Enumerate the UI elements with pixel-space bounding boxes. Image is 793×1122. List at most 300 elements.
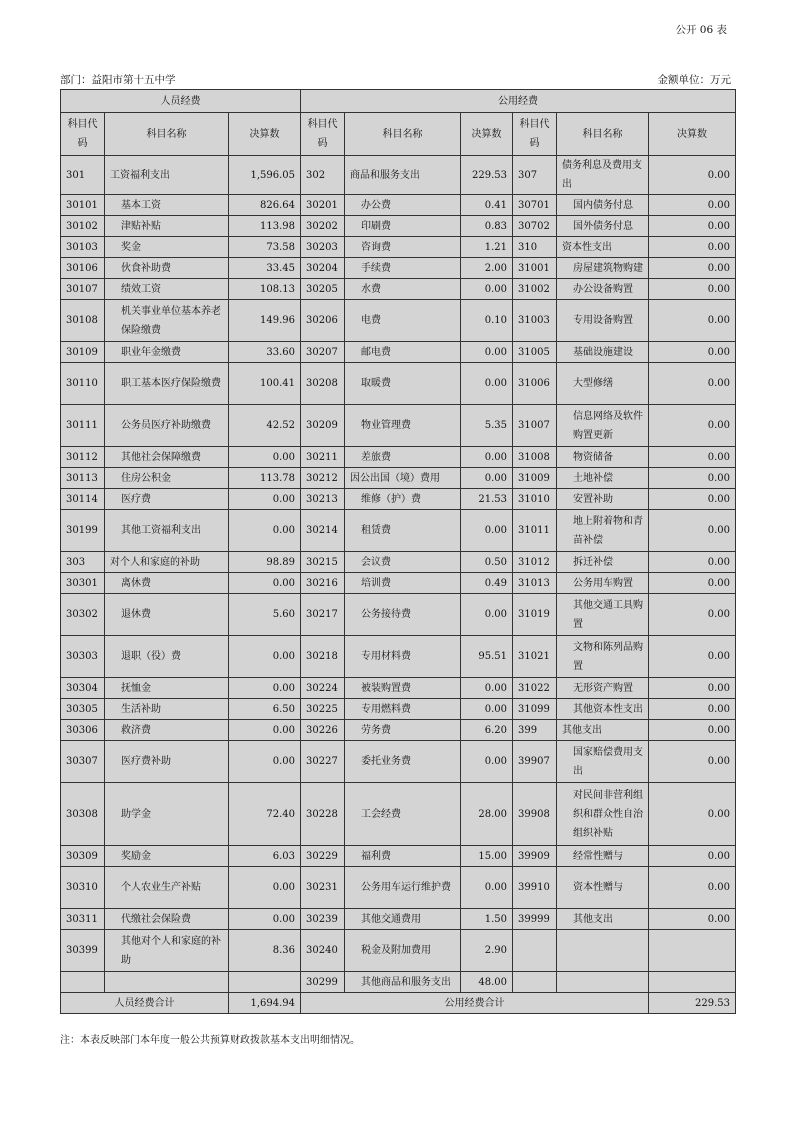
cell-name: 房屋建筑物购建 (557, 258, 649, 279)
cell-name: 拆迁补偿 (557, 552, 649, 573)
cell-name: 印刷费 (345, 216, 461, 237)
cell-name: 奖励金 (105, 846, 229, 867)
group-personnel-header: 人员经费 (61, 90, 301, 113)
cell-amount: 0.00 (649, 468, 736, 489)
cell-amount: 149.96 (229, 300, 301, 342)
cell-name: 代缴社会保险费 (105, 909, 229, 930)
cell-amount: 0.00 (649, 552, 736, 573)
cell-name: 离休费 (105, 573, 229, 594)
cell-name: 水费 (345, 279, 461, 300)
cell-amount: 0.00 (649, 237, 736, 258)
cell-name: 个人农业生产补贴 (105, 867, 229, 909)
cell-amount: 0.50 (461, 552, 513, 573)
cell-amount: 33.60 (229, 342, 301, 363)
cell-amount: 0.00 (461, 867, 513, 909)
cell-name (557, 930, 649, 972)
cell-code: 39908 (513, 783, 557, 846)
cell-code: 30308 (61, 783, 105, 846)
personnel-total-value: 1,694.94 (229, 993, 301, 1014)
cell-code: 30211 (301, 447, 345, 468)
form-number: 公开 06 表 (675, 24, 727, 36)
cell-amount: 6.03 (229, 846, 301, 867)
cell-code: 30311 (61, 909, 105, 930)
cell-name: 商品和服务支出 (345, 156, 461, 195)
cell-code: 30299 (301, 972, 345, 993)
cell-amount: 0.00 (229, 636, 301, 678)
cell-name: 住房公积金 (105, 468, 229, 489)
cell-amount: 0.83 (461, 216, 513, 237)
cell-name: 其他支出 (557, 720, 649, 741)
cell-amount: 826.64 (229, 195, 301, 216)
cell-code: 302 (301, 156, 345, 195)
cell-name: 被装购置费 (345, 678, 461, 699)
cell-amount: 15.00 (461, 846, 513, 867)
cell-name: 资本性支出 (557, 237, 649, 258)
cell-code: 30202 (301, 216, 345, 237)
cell-code: 30306 (61, 720, 105, 741)
cell-amount: 113.78 (229, 468, 301, 489)
cell-amount: 113.98 (229, 216, 301, 237)
cell-name: 专用设备购置 (557, 300, 649, 342)
cell-name: 国内债务付息 (557, 195, 649, 216)
cell-amount: 108.13 (229, 279, 301, 300)
table-row (61, 867, 736, 909)
public-total-value: 229.53 (649, 993, 736, 1014)
col-amount-header: 决算数 (649, 113, 736, 156)
cell-name: 差旅费 (345, 447, 461, 468)
cell-name: 资本性赠与 (557, 867, 649, 909)
cell-code: 31006 (513, 363, 557, 405)
cell-name: 工会经费 (345, 783, 461, 846)
cell-amount: 0.00 (649, 909, 736, 930)
table-row (61, 636, 736, 678)
cell-amount: 0.00 (649, 405, 736, 447)
table-row (61, 678, 736, 699)
cell-amount (649, 930, 736, 972)
cell-name: 退职（役）费 (105, 636, 229, 678)
cell-name: 基本工资 (105, 195, 229, 216)
cell-code: 30310 (61, 867, 105, 909)
cell-name: 取暖费 (345, 363, 461, 405)
col-amount-header: 决算数 (229, 113, 301, 156)
cell-name: 咨询费 (345, 237, 461, 258)
cell-amount: 1.50 (461, 909, 513, 930)
cell-amount: 21.53 (461, 489, 513, 510)
cell-code: 30301 (61, 573, 105, 594)
cell-name: 电费 (345, 300, 461, 342)
cell-code: 30227 (301, 741, 345, 783)
cell-name: 绩效工资 (105, 279, 229, 300)
cell-code: 30213 (301, 489, 345, 510)
cell-amount: 1.21 (461, 237, 513, 258)
expenditure-table (60, 89, 736, 1014)
cell-code: 30201 (301, 195, 345, 216)
cell-code: 30309 (61, 846, 105, 867)
cell-code: 30702 (513, 216, 557, 237)
public-total-label: 公用经费合计 (301, 993, 649, 1014)
cell-amount: 8.36 (229, 930, 301, 972)
cell-amount: 0.00 (461, 468, 513, 489)
group-public-header: 公用经费 (301, 90, 736, 113)
cell-amount: 0.00 (461, 342, 513, 363)
cell-name: 伙食补助费 (105, 258, 229, 279)
cell-name: 对个人和家庭的补助 (105, 552, 229, 573)
cell-code: 39999 (513, 909, 557, 930)
cell-amount: 0.00 (649, 258, 736, 279)
cell-amount: 1,596.05 (229, 156, 301, 195)
table-row (61, 573, 736, 594)
cell-name: 办公设备购置 (557, 279, 649, 300)
cell-amount: 0.00 (649, 720, 736, 741)
cell-code: 31013 (513, 573, 557, 594)
cell-amount: 0.00 (461, 594, 513, 636)
cell-name: 安置补助 (557, 489, 649, 510)
cell-name: 津贴补贴 (105, 216, 229, 237)
cell-code: 30205 (301, 279, 345, 300)
cell-amount: 0.00 (649, 216, 736, 237)
cell-amount: 0.00 (649, 678, 736, 699)
cell-code (61, 972, 105, 993)
cell-name: 国外债务付息 (557, 216, 649, 237)
amount-unit-label: 金额单位：万元 (657, 74, 731, 86)
cell-amount: 0.00 (461, 741, 513, 783)
cell-name: 助学金 (105, 783, 229, 846)
cell-code: 30108 (61, 300, 105, 342)
col-name-header: 科目名称 (105, 113, 229, 156)
cell-code: 31099 (513, 699, 557, 720)
cell-amount: 0.00 (649, 489, 736, 510)
cell-code: 30229 (301, 846, 345, 867)
cell-name: 其他对个人和家庭的补助 (105, 930, 229, 972)
cell-amount: 42.52 (229, 405, 301, 447)
cell-code: 30305 (61, 699, 105, 720)
cell-code: 30217 (301, 594, 345, 636)
table-row (61, 300, 736, 342)
cell-amount: 0.00 (649, 156, 736, 195)
cell-name: 经常性赠与 (557, 846, 649, 867)
table-row (61, 552, 736, 573)
cell-name: 办公费 (345, 195, 461, 216)
cell-code: 30206 (301, 300, 345, 342)
cell-amount: 0.00 (649, 195, 736, 216)
personnel-total-label: 人员经费合计 (61, 993, 229, 1014)
table-body (61, 156, 736, 993)
cell-amount: 0.00 (461, 699, 513, 720)
cell-name: 其他资本性支出 (557, 699, 649, 720)
cell-name: 公务接待费 (345, 594, 461, 636)
cell-code: 39907 (513, 741, 557, 783)
cell-amount: 229.53 (461, 156, 513, 195)
cell-code: 31021 (513, 636, 557, 678)
cell-code: 307 (513, 156, 557, 195)
cell-code: 30102 (61, 216, 105, 237)
cell-name: 公务员医疗补助缴费 (105, 405, 229, 447)
cell-amount: 0.00 (649, 363, 736, 405)
cell-name: 机关事业单位基本养老保险缴费 (105, 300, 229, 342)
cell-code: 39910 (513, 867, 557, 909)
cell-name (105, 972, 229, 993)
cell-name: 委托业务费 (345, 741, 461, 783)
cell-amount: 0.41 (461, 195, 513, 216)
cell-name: 土地补偿 (557, 468, 649, 489)
cell-name: 公务用车购置 (557, 573, 649, 594)
cell-name: 抚恤金 (105, 678, 229, 699)
table-row (61, 846, 736, 867)
cell-amount: 0.00 (649, 636, 736, 678)
cell-name: 信息网络及软件购置更新 (557, 405, 649, 447)
cell-amount: 0.00 (649, 342, 736, 363)
cell-code: 30107 (61, 279, 105, 300)
cell-amount: 2.00 (461, 258, 513, 279)
cell-code: 30207 (301, 342, 345, 363)
cell-amount: 72.40 (229, 783, 301, 846)
cell-name: 奖金 (105, 237, 229, 258)
cell-name: 其他支出 (557, 909, 649, 930)
cell-name: 其他工资福利支出 (105, 510, 229, 552)
table-row (61, 258, 736, 279)
cell-amount: 0.00 (229, 678, 301, 699)
cell-name: 福利费 (345, 846, 461, 867)
cell-code: 310 (513, 237, 557, 258)
cell-name: 专用材料费 (345, 636, 461, 678)
cell-code: 30109 (61, 342, 105, 363)
table-row (61, 510, 736, 552)
table-row (61, 909, 736, 930)
cell-code: 31002 (513, 279, 557, 300)
cell-code: 30224 (301, 678, 345, 699)
cell-amount: 5.60 (229, 594, 301, 636)
table-row (61, 195, 736, 216)
cell-code: 30701 (513, 195, 557, 216)
col-code-header: 科目代码 (301, 113, 345, 156)
cell-amount: 0.00 (649, 783, 736, 846)
cell-amount: 0.00 (649, 279, 736, 300)
cell-code: 30212 (301, 468, 345, 489)
table-row (61, 342, 736, 363)
cell-name: 工资福利支出 (105, 156, 229, 195)
cell-amount (229, 972, 301, 993)
cell-amount: 0.00 (229, 720, 301, 741)
cell-code: 30199 (61, 510, 105, 552)
table-row (61, 279, 736, 300)
cell-amount: 0.00 (461, 279, 513, 300)
cell-code: 30204 (301, 258, 345, 279)
table-row (61, 720, 736, 741)
cell-code: 301 (61, 156, 105, 195)
cell-name: 劳务费 (345, 720, 461, 741)
cell-name: 基础设施建设 (557, 342, 649, 363)
cell-code: 30399 (61, 930, 105, 972)
footnote: 注：本表反映部门本年度一般公共预算财政拨款基本支出明细情况。 (60, 1035, 360, 1046)
col-name-header: 科目名称 (345, 113, 461, 156)
cell-amount: 0.00 (649, 300, 736, 342)
cell-code: 30216 (301, 573, 345, 594)
cell-amount: 0.00 (229, 573, 301, 594)
cell-code: 31019 (513, 594, 557, 636)
cell-code: 30111 (61, 405, 105, 447)
cell-code: 30218 (301, 636, 345, 678)
cell-name: 其他交通工具购置 (557, 594, 649, 636)
table-row (61, 594, 736, 636)
cell-amount: 0.00 (649, 699, 736, 720)
table-row (61, 447, 736, 468)
col-code-header: 科目代码 (513, 113, 557, 156)
cell-code: 30106 (61, 258, 105, 279)
cell-name: 国家赔偿费用支出 (557, 741, 649, 783)
cell-amount: 0.00 (649, 447, 736, 468)
cell-code: 30114 (61, 489, 105, 510)
cell-name: 其他社会保障缴费 (105, 447, 229, 468)
cell-name: 会议费 (345, 552, 461, 573)
cell-code: 31005 (513, 342, 557, 363)
cell-name: 维修（护）费 (345, 489, 461, 510)
cell-code: 31009 (513, 468, 557, 489)
cell-code: 30304 (61, 678, 105, 699)
cell-name: 地上附着物和青苗补偿 (557, 510, 649, 552)
cell-amount: 0.00 (461, 510, 513, 552)
cell-amount: 0.00 (649, 867, 736, 909)
table-row (61, 699, 736, 720)
cell-code: 30110 (61, 363, 105, 405)
cell-name: 其他商品和服务支出 (345, 972, 461, 993)
table-row (61, 972, 736, 993)
cell-amount: 48.00 (461, 972, 513, 993)
table-row (61, 930, 736, 972)
cell-amount: 0.00 (229, 909, 301, 930)
cell-amount: 0.00 (461, 363, 513, 405)
cell-name: 培训费 (345, 573, 461, 594)
cell-code: 30113 (61, 468, 105, 489)
cell-amount: 95.51 (461, 636, 513, 678)
cell-code: 31008 (513, 447, 557, 468)
cell-name: 医疗费 (105, 489, 229, 510)
cell-code: 31001 (513, 258, 557, 279)
cell-amount: 0.10 (461, 300, 513, 342)
table-row (61, 216, 736, 237)
cell-name: 租赁费 (345, 510, 461, 552)
cell-code: 399 (513, 720, 557, 741)
cell-amount: 0.49 (461, 573, 513, 594)
cell-code: 31011 (513, 510, 557, 552)
cell-name: 物业管理费 (345, 405, 461, 447)
cell-code: 30214 (301, 510, 345, 552)
cell-amount: 73.58 (229, 237, 301, 258)
cell-name: 职工基本医疗保险缴费 (105, 363, 229, 405)
cell-name: 专用燃料费 (345, 699, 461, 720)
cell-amount: 0.00 (649, 594, 736, 636)
cell-code (513, 972, 557, 993)
cell-amount: 0.00 (229, 510, 301, 552)
cell-code (513, 930, 557, 972)
cell-amount: 6.50 (229, 699, 301, 720)
cell-name: 其他交通费用 (345, 909, 461, 930)
cell-amount: 5.35 (461, 405, 513, 447)
cell-name: 因公出国（境）费用 (345, 468, 461, 489)
cell-code: 30225 (301, 699, 345, 720)
cell-code: 31022 (513, 678, 557, 699)
cell-code: 30231 (301, 867, 345, 909)
cell-code: 30209 (301, 405, 345, 447)
cell-code: 31003 (513, 300, 557, 342)
cell-name: 税金及附加费用 (345, 930, 461, 972)
cell-code: 30215 (301, 552, 345, 573)
cell-amount: 98.89 (229, 552, 301, 573)
cell-code: 30112 (61, 447, 105, 468)
cell-name: 职业年金缴费 (105, 342, 229, 363)
cell-amount: 0.00 (649, 510, 736, 552)
table-row (61, 405, 736, 447)
cell-amount (649, 972, 736, 993)
cell-code: 30239 (301, 909, 345, 930)
table-row (61, 468, 736, 489)
table-row (61, 489, 736, 510)
cell-amount: 0.00 (461, 447, 513, 468)
cell-code: 303 (61, 552, 105, 573)
cell-name: 退休费 (105, 594, 229, 636)
cell-amount: 0.00 (229, 867, 301, 909)
table-row (61, 363, 736, 405)
cell-amount: 33.45 (229, 258, 301, 279)
cell-amount: 0.00 (229, 489, 301, 510)
cell-amount: 0.00 (649, 741, 736, 783)
cell-name: 邮电费 (345, 342, 461, 363)
cell-code: 30307 (61, 741, 105, 783)
cell-name: 生活补助 (105, 699, 229, 720)
cell-name: 物资储备 (557, 447, 649, 468)
cell-name: 无形资产购置 (557, 678, 649, 699)
cell-code: 30103 (61, 237, 105, 258)
col-name-header: 科目名称 (557, 113, 649, 156)
cell-amount: 28.00 (461, 783, 513, 846)
cell-code: 30203 (301, 237, 345, 258)
cell-amount: 0.00 (649, 846, 736, 867)
cell-code: 30240 (301, 930, 345, 972)
col-code-header: 科目代码 (61, 113, 105, 156)
table-row (61, 741, 736, 783)
col-amount-header: 决算数 (461, 113, 513, 156)
cell-code: 31012 (513, 552, 557, 573)
cell-name: 手续费 (345, 258, 461, 279)
cell-amount: 0.00 (461, 678, 513, 699)
cell-code: 39909 (513, 846, 557, 867)
cell-name: 救济费 (105, 720, 229, 741)
cell-name: 对民间非营利组织和群众性自治组织补贴 (557, 783, 649, 846)
table-row (61, 237, 736, 258)
cell-amount: 100.41 (229, 363, 301, 405)
cell-code: 30226 (301, 720, 345, 741)
cell-amount: 0.00 (229, 741, 301, 783)
table-row (61, 783, 736, 846)
cell-code: 30228 (301, 783, 345, 846)
cell-name: 文物和陈列品购置 (557, 636, 649, 678)
cell-name: 医疗费补助 (105, 741, 229, 783)
cell-code: 31007 (513, 405, 557, 447)
cell-amount: 0.00 (649, 573, 736, 594)
department-label: 部门：益阳市第十五中学 (60, 74, 176, 86)
table-row (61, 156, 736, 195)
cell-code: 31010 (513, 489, 557, 510)
cell-name: 大型修缮 (557, 363, 649, 405)
cell-amount: 2.90 (461, 930, 513, 972)
cell-code: 30303 (61, 636, 105, 678)
cell-name: 债务利息及费用支出 (557, 156, 649, 195)
cell-name: 公务用车运行维护费 (345, 867, 461, 909)
cell-code: 30302 (61, 594, 105, 636)
cell-amount: 0.00 (229, 447, 301, 468)
cell-code: 30208 (301, 363, 345, 405)
cell-name (557, 972, 649, 993)
cell-amount: 6.20 (461, 720, 513, 741)
